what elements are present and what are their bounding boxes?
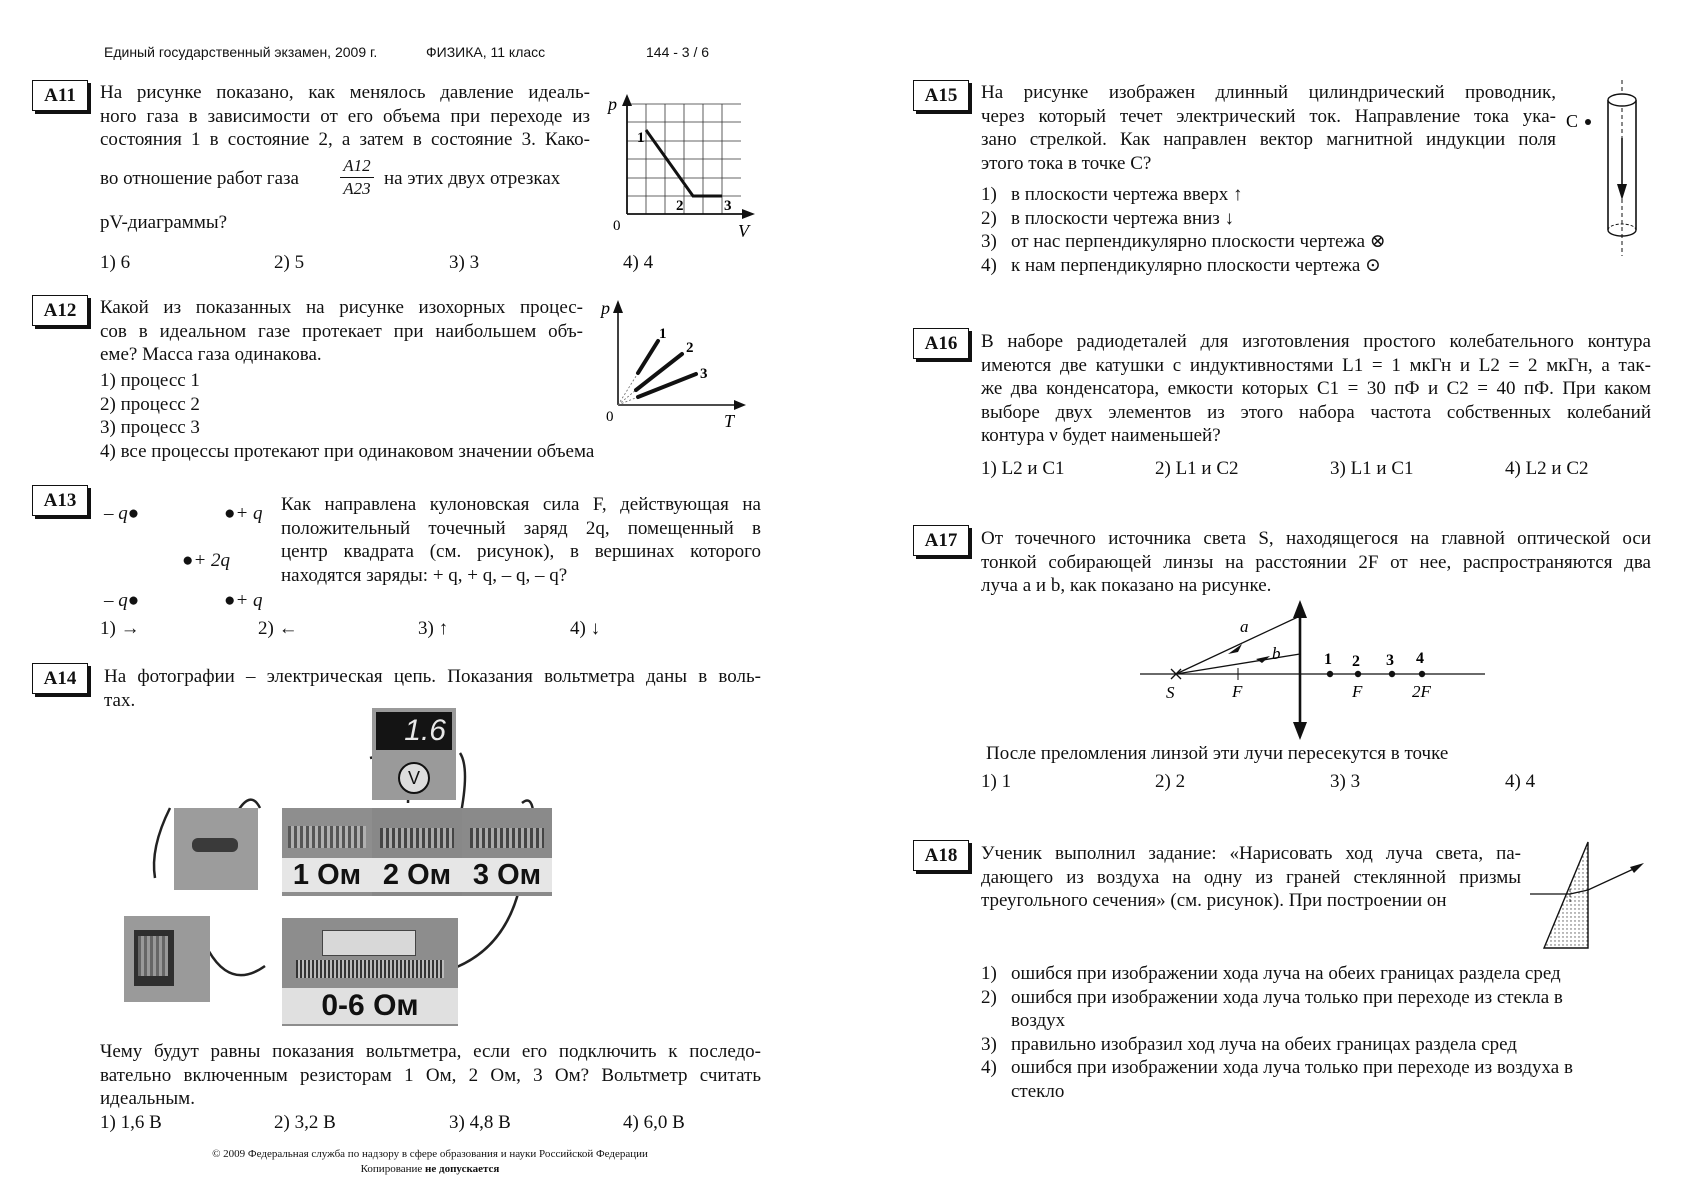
answer-option[interactable]: 3) 4,8 В	[449, 1112, 511, 1133]
a17-after-text: После преломления линзой эти лучи пересекутся в точке	[986, 743, 1449, 764]
text-line: Ученик выполнил задание: «Нарисовать ход луча света, па-	[981, 843, 1521, 864]
text-line: имеются две катушки с индуктивностями L1 = 1 мкГн и L2 = 2 мкГн, а так-	[981, 354, 1651, 376]
point-2: 2	[676, 198, 684, 214]
answer-option[interactable]: 3) L1 и C1	[1330, 458, 1414, 479]
point-1-label: 1	[1324, 651, 1332, 668]
answer-option[interactable]: 3) правильно изобразил ход луча на обеих границах раздела сред	[981, 1033, 1517, 1055]
answer-option[interactable]: 2) ←	[258, 618, 298, 639]
source-label: S	[1166, 683, 1175, 702]
answer-option[interactable]: 1) процесс 1	[100, 370, 200, 391]
answer-option[interactable]: 4) 4	[1505, 771, 1536, 792]
rheostat-label: 0-6 Ом	[282, 988, 458, 1024]
frac-denominator: A23	[343, 179, 371, 198]
answer-option[interactable]: 4) ошибся при изображении хода луча только при переходе из воздуха в	[981, 1057, 1573, 1078]
task-label-a16: А16	[913, 328, 969, 359]
answer-option[interactable]: 2) L1 и C2	[1155, 458, 1239, 479]
subject-title: ФИЗИКА, 11 класс	[426, 44, 546, 60]
text-line: этого тока в точке С?	[981, 152, 1152, 174]
answer-option[interactable]: 4) к нам перпендикулярно плоскости чертежа ⊙	[981, 254, 1381, 276]
answer-option[interactable]: 2) 5	[274, 252, 305, 273]
text-line: В наборе радиодеталей для изготовления простого колебательного контура	[981, 331, 1651, 352]
task-label-a14: А14	[32, 663, 88, 694]
a11-text	[100, 81, 590, 152]
focus-right-label: F	[1352, 682, 1363, 701]
point-3: 3	[724, 198, 732, 214]
a11-line4-end: на этих двух отрезках	[384, 168, 561, 189]
axis-t-label: T	[724, 411, 735, 431]
answer-option[interactable]: 1) 1	[981, 771, 1012, 792]
answer-option[interactable]: 3) 3	[449, 252, 480, 273]
voltmeter-symbol: V	[398, 762, 430, 794]
a11-line5: pV-диаграммы?	[100, 212, 228, 233]
ray-b-label: b	[1272, 644, 1281, 663]
focus-left-label: F	[1232, 682, 1243, 701]
point-c-label: C	[1566, 111, 1579, 131]
text-line: центр квадрата (см. рисунок), в вершинах которого	[281, 541, 761, 562]
rheostat	[282, 918, 458, 1026]
answer-option[interactable]: 2) процесс 2	[100, 393, 200, 415]
text-line: луча a и b, как показано на рисунке.	[981, 575, 1272, 596]
text-line: через который течет электрический ток. Направление тока ука-	[981, 105, 1556, 127]
point-3-label: 3	[1386, 652, 1394, 669]
a18-options	[981, 962, 1573, 1103]
copyright-line: © 2009 Федеральная служба по надзору в сфере образования и науки Российской Федерации	[212, 1148, 648, 1160]
process-3: 3	[700, 366, 708, 382]
charge-top-right: ●+ q	[224, 503, 263, 524]
text-line: На рисунке показано, как менялось давление идеаль-	[100, 82, 590, 103]
answer-option[interactable]: 3) 3	[1330, 771, 1361, 792]
text-line: тах.	[104, 689, 136, 711]
text-line: выборе двух элементов из этого набора частота собственных колебаний	[981, 401, 1651, 423]
a17-text	[981, 527, 1651, 598]
text-line: идеальным.	[100, 1088, 195, 1109]
text-line: треугольного сечения» (см. рисунок). При построении он	[981, 890, 1447, 911]
text-line: Чему будут равны показания вольтметра, если его подключить к последо-	[100, 1041, 761, 1062]
voltmeter-display: 1.6	[376, 712, 452, 750]
a15-options	[981, 183, 1386, 277]
prism-diagram	[1530, 840, 1650, 950]
footer	[140, 1147, 720, 1177]
a13-text	[281, 493, 761, 587]
process-1: 1	[659, 326, 667, 342]
answer-option[interactable]: 4) 6,0 В	[623, 1112, 685, 1133]
a16-text	[981, 330, 1651, 448]
answer-option[interactable]: 3) процесс 3	[100, 417, 200, 438]
lens-diagram	[1140, 596, 1490, 746]
text-line: дающего из воздуха на одну из граней стеклянной призмы	[981, 866, 1521, 888]
task-label-a12: А12	[32, 295, 88, 326]
resistor-1-ohm	[282, 808, 372, 896]
resistor-label: 1 Ом	[282, 858, 372, 892]
answer-option[interactable]: 3) от нас перпендикулярно плоскости чертежа ⊗	[981, 231, 1386, 252]
point-1: 1	[637, 130, 645, 146]
task-label-a17: А17	[913, 525, 969, 556]
task-label-a13: А13	[32, 485, 88, 516]
pt-diagram	[594, 297, 754, 432]
a11-work-ratio	[340, 155, 374, 200]
axis-v-label: V	[738, 221, 749, 241]
answer-option[interactable]: 2) 3,2 В	[274, 1112, 336, 1133]
circuit-photo	[110, 708, 570, 1028]
text-line: же два конденсатора, емкости которых C1 = 30 пФ и C2 = 40 пФ. При каком	[981, 378, 1651, 399]
a14-text	[104, 665, 761, 712]
resistor-label: 3 Ом	[462, 858, 552, 892]
text-line: контура ν будет наименьшей?	[981, 425, 1221, 446]
origin-label: 0	[606, 409, 614, 425]
a14-question	[100, 1040, 761, 1111]
charge-bottom-left: – q●	[104, 590, 140, 611]
answer-option[interactable]: 1) 6	[100, 252, 131, 273]
answer-option[interactable]: 2) ошибся при изображении хода луча только при переходе из стекла в	[981, 986, 1563, 1008]
ray-a-label: a	[1240, 617, 1249, 636]
process-2: 2	[686, 340, 694, 356]
charge-bottom-right: ●+ q	[224, 590, 263, 611]
text-line: ного газа в зависимости от его объема при переходе из	[100, 105, 590, 127]
page-header	[104, 44, 377, 60]
text-line: На рисунке изображен длинный цилиндрический проводник,	[981, 82, 1556, 103]
a12-options	[100, 369, 594, 463]
text-line: состояния 1 в состояние 2, а затем в состояние 3. Како-	[100, 129, 590, 150]
answer-option-continued: воздух	[1011, 1010, 1066, 1031]
text-line: еме? Масса газа одинакова.	[100, 344, 322, 365]
text-line: Какой из показанных на рисунке изохорных процес-	[100, 297, 583, 318]
battery	[124, 916, 210, 1002]
a11-line4-start: во отношение работ газа	[100, 168, 299, 189]
axis-p-label: p	[608, 94, 617, 114]
switch-block	[174, 808, 258, 890]
a15-text	[981, 81, 1556, 175]
answer-option[interactable]: 1) →	[100, 618, 140, 639]
frac-numerator: A12	[343, 156, 371, 175]
text-line: От точечного источника света S, находящегося на главной оптической оси	[981, 528, 1651, 549]
point-2-label: 2	[1352, 653, 1360, 670]
answer-option[interactable]: 4) L2 и C2	[1505, 458, 1589, 479]
answer-option[interactable]: 1) 1,6 В	[100, 1112, 162, 1133]
a18-text	[981, 842, 1521, 913]
answer-option[interactable]: 1) L2 и C1	[981, 458, 1065, 479]
copy-notice: Копирование не допускается	[360, 1163, 500, 1175]
charge-top-left: – q●	[104, 503, 140, 524]
text-line: находятся заряды: + q, + q, – q, – q?	[281, 564, 568, 586]
answer-option[interactable]: 4) все процессы протекают при одинаковом значении объема	[100, 440, 595, 462]
answer-option[interactable]: 1) в плоскости чертежа вверх ↑	[981, 184, 1243, 205]
text-line: сов в идеальном газе протекает при наибольшем объ-	[100, 320, 583, 342]
double-focus-label: 2F	[1412, 682, 1431, 701]
answer-option[interactable]: 4) ↓	[570, 618, 601, 639]
task-label-a15: А15	[913, 80, 969, 111]
resistor-2-ohm	[372, 808, 462, 896]
axis-p-label: p	[601, 298, 610, 318]
a12-text	[100, 296, 583, 367]
text-line: На фотографии – электрическая цепь. Показания вольтметра даны в воль-	[104, 666, 761, 687]
text-line: положительный точечный заряд 2q, помещенный в	[281, 517, 761, 539]
text-line: Как направлена кулоновская сила F, действующая на	[281, 494, 761, 515]
resistor-3-ohm	[462, 808, 552, 896]
voltmeter	[372, 708, 456, 800]
answer-option[interactable]: 2) 2	[1155, 771, 1186, 792]
answer-option[interactable]: 2) в плоскости чертежа вниз ↓	[981, 207, 1235, 229]
resistor-label: 2 Ом	[372, 858, 462, 892]
origin-label: 0	[613, 218, 621, 234]
pv-diagram	[600, 92, 760, 242]
answer-option[interactable]: 1) ошибся при изображении хода луча на обеих границах раздела сред	[981, 963, 1561, 984]
text-line: вательно включенным резисторам 1 Ом, 2 Ом, 3 Ом? Вольтметр считать	[100, 1064, 761, 1086]
task-label-a18: А18	[913, 840, 969, 871]
task-label-a11: А11	[32, 80, 88, 111]
answer-option-continued: стекло	[1011, 1080, 1065, 1102]
text-line: зано стрелкой. Как направлен вектор магнитной индукции поля	[981, 129, 1556, 150]
text-line: тонкой собирающей линзы на расстоянии 2F от нее, распространяются два	[981, 551, 1651, 573]
conductor-diagram	[1566, 80, 1666, 260]
page-number: 144 - 3 / 6	[646, 44, 710, 60]
exam-title: Единый государственный экзамен, 2009 г.	[104, 44, 378, 60]
charge-center: ●+ 2q	[182, 550, 231, 571]
point-4-label: 4	[1416, 650, 1424, 667]
answer-option[interactable]: 3) ↑	[418, 618, 449, 639]
answer-option[interactable]: 4) 4	[623, 252, 654, 273]
